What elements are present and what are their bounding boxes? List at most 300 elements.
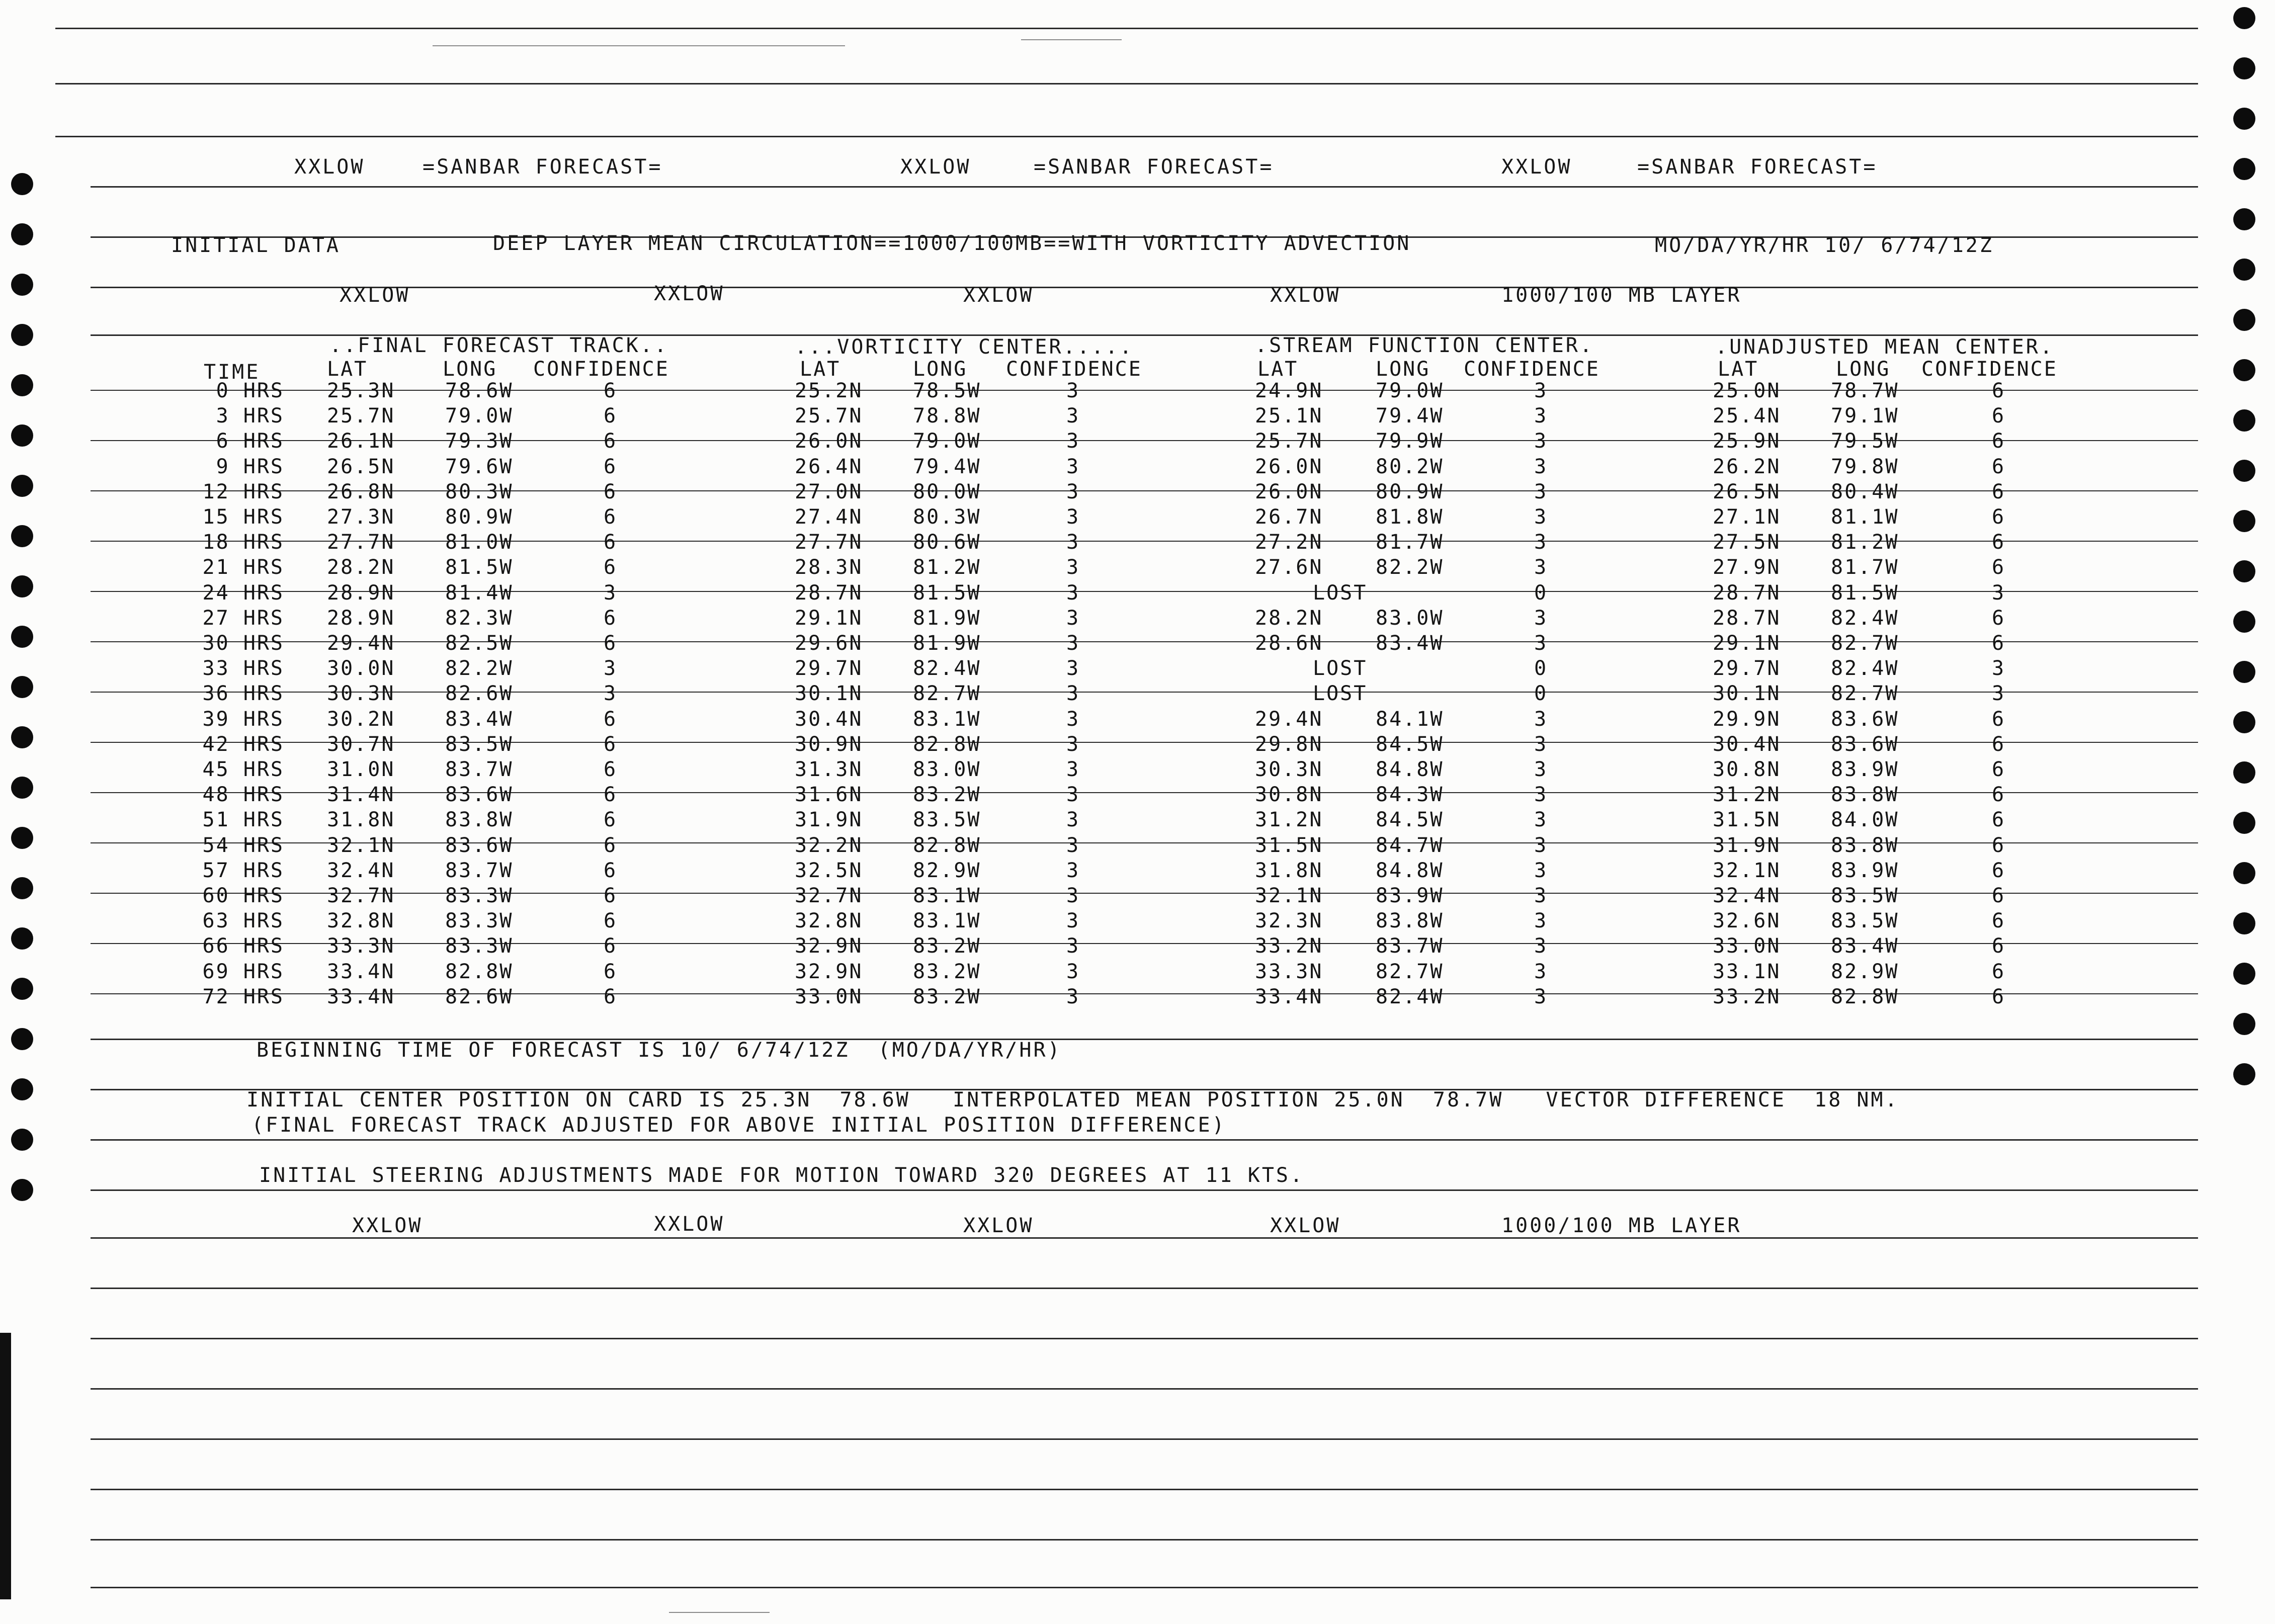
table-cell: 6: [604, 758, 618, 781]
table-cell: 26.2N: [1713, 455, 1781, 478]
table-cell: 26.0N: [1255, 455, 1323, 478]
table-cell: 6: [604, 909, 618, 933]
tractor-hole: [11, 374, 33, 396]
tractor-hole: [2233, 812, 2255, 834]
rule-line: [91, 1489, 2198, 1490]
table-cell: 79.0W: [913, 430, 981, 453]
table-cell: 84.5W: [1376, 732, 1444, 756]
row-time: 72 HRS: [202, 985, 284, 1008]
table-cell: 78.8W: [913, 404, 981, 428]
table-cell: 83.3W: [445, 884, 514, 907]
table-cell: 3: [1066, 657, 1080, 680]
table-cell: 79.0W: [1376, 379, 1444, 402]
table-cell: 3: [1066, 556, 1080, 579]
table-cell: 31.4N: [327, 783, 395, 807]
table-cell: 82.7W: [1831, 632, 1899, 655]
table-cell: 83.5W: [1831, 909, 1899, 933]
table-cell: 6: [604, 379, 618, 402]
tractor-hole: [2233, 208, 2255, 230]
table-cell: 28.3N: [795, 556, 863, 579]
table-cell: 3: [1534, 632, 1548, 655]
tractor-hole: [2233, 963, 2255, 985]
table-cell: 83.4W: [1831, 934, 1899, 958]
table-cell: 6: [604, 960, 618, 983]
table-cell: 83.0W: [1376, 606, 1444, 630]
print-speck: [669, 1612, 770, 1613]
table-cell: 6: [604, 884, 618, 907]
table-cell: 83.8W: [1831, 783, 1899, 807]
table-cell: 31.3N: [795, 758, 863, 781]
tractor-hole: [11, 676, 33, 698]
row-time: 33 HRS: [202, 657, 284, 680]
table-cell: 6: [1992, 783, 2006, 807]
banner-2-title: =SANBAR FORECAST=: [1034, 155, 1274, 179]
table-cell: 3: [1534, 758, 1548, 781]
rule-line: [55, 28, 2198, 29]
rule-line: [55, 136, 2198, 137]
table-cell: 83.2W: [913, 960, 981, 983]
table-cell: 30.9N: [795, 732, 863, 756]
table-cell: 33.4N: [327, 960, 395, 983]
deep-layer-title: DEEP LAYER MEAN CIRCULATION==1000/100MB==WITH VORTICITY ADVECTION: [493, 232, 1411, 255]
table-cell: 28.9N: [327, 606, 395, 630]
row-time: 63 HRS: [202, 909, 284, 933]
table-cell: 6: [604, 556, 618, 579]
table-cell: 6: [1992, 985, 2006, 1008]
print-speck: [433, 45, 845, 46]
initial-center-line: INITIAL CENTER POSITION ON CARD IS 25.3N 78.6W INTERPOLATED MEAN POSITION 25.0N 78.7W VECTOR DIFFERENCE 18 NM.: [246, 1088, 1899, 1112]
table-cell: 33.2N: [1713, 985, 1781, 1008]
row-time: 27 HRS: [202, 606, 284, 630]
table-cell: 82.7W: [913, 682, 981, 706]
xxlow-bottom-2: XXLOW: [654, 1213, 725, 1236]
table-cell: 25.7N: [795, 404, 863, 428]
row-time: 42 HRS: [202, 732, 284, 756]
tractor-hole: [11, 978, 33, 1000]
col-header-lat: LAT: [327, 358, 368, 381]
table-cell: 3: [1534, 505, 1548, 529]
table-cell: 83.1W: [913, 884, 981, 907]
tractor-hole: [11, 525, 33, 547]
table-cell: 3: [604, 682, 618, 706]
table-cell: 83.9W: [1831, 859, 1899, 882]
table-cell: 6: [604, 480, 618, 503]
table-cell: 84.5W: [1376, 808, 1444, 832]
table-cell: 6: [1992, 859, 2006, 882]
table-cell: 3: [1066, 758, 1080, 781]
row-time: 0 HRS: [216, 379, 284, 402]
beginning-time-line: BEGINNING TIME OF FORECAST IS 10/ 6/74/12Z (MO/DA/YR/HR): [257, 1039, 1062, 1062]
table-cell: 25.0N: [1713, 379, 1781, 402]
table-cell: 81.5W: [1831, 581, 1899, 605]
col-header-lat: LAT: [1257, 358, 1299, 381]
table-cell: 6: [604, 505, 618, 529]
table-cell: 27.3N: [327, 505, 395, 529]
table-cell: 30.1N: [795, 682, 863, 706]
tractor-hole: [11, 827, 33, 849]
table-cell: 83.9W: [1831, 758, 1899, 781]
table-cell: 33.1N: [1713, 960, 1781, 983]
tractor-hole: [2233, 158, 2255, 180]
table-cell: 82.4W: [1831, 606, 1899, 630]
table-cell: 83.2W: [913, 985, 981, 1008]
table-cell: 83.9W: [1376, 884, 1444, 907]
xxlow-bottom-4: XXLOW: [1270, 1214, 1341, 1237]
table-cell: 26.5N: [327, 455, 395, 478]
table-cell: 83.7W: [445, 859, 514, 882]
tractor-hole: [11, 173, 33, 195]
table-cell: 3: [1066, 985, 1080, 1008]
table-cell: 6: [604, 934, 618, 958]
table-cell: 3: [1534, 833, 1548, 857]
row-time: 45 HRS: [202, 758, 284, 781]
table-cell: 84.1W: [1376, 707, 1444, 731]
xxlow-top-2: XXLOW: [654, 282, 725, 305]
tractor-hole: [11, 1179, 33, 1201]
table-cell: 3: [604, 581, 618, 605]
table-cell: 3: [1066, 404, 1080, 428]
table-cell: 3: [1066, 455, 1080, 478]
table-cell: 29.6N: [795, 632, 863, 655]
table-cell: 84.0W: [1831, 808, 1899, 832]
table-cell: 3: [1066, 808, 1080, 832]
table-cell: 80.3W: [445, 480, 514, 503]
tractor-hole: [2233, 611, 2255, 633]
table-cell: 84.3W: [1376, 783, 1444, 807]
table-cell: 83.4W: [1376, 632, 1444, 655]
tractor-hole: [2233, 57, 2255, 79]
table-cell: 3: [1534, 884, 1548, 907]
table-cell: 84.8W: [1376, 859, 1444, 882]
table-cell: LOST: [1313, 581, 1368, 605]
table-cell: 3: [1066, 505, 1080, 529]
table-cell: 82.3W: [445, 606, 514, 630]
table-cell: 82.7W: [1831, 682, 1899, 706]
xxlow-top-3: XXLOW: [963, 284, 1034, 307]
table-cell: 83.3W: [445, 934, 514, 958]
table-cell: 32.5N: [795, 859, 863, 882]
table-cell: 3: [1066, 480, 1080, 503]
table-cell: 30.4N: [795, 707, 863, 731]
table-cell: 31.2N: [1713, 783, 1781, 807]
table-cell: 6: [604, 404, 618, 428]
tractor-hole: [11, 777, 33, 799]
table-cell: 25.2N: [795, 379, 863, 402]
table-cell: 29.8N: [1255, 732, 1323, 756]
col-header-long: LONG: [443, 358, 497, 381]
tractor-hole: [2233, 761, 2255, 784]
tractor-hole: [11, 1078, 33, 1100]
table-cell: 3: [1534, 455, 1548, 478]
tractor-hole: [11, 424, 33, 447]
print-speck: [1021, 39, 1122, 40]
xxlow-bottom-1: XXLOW: [352, 1214, 423, 1237]
rule-line: [91, 1587, 2198, 1588]
table-cell: 6: [1992, 934, 2006, 958]
table-cell: 29.4N: [1255, 707, 1323, 731]
banner-1-title: =SANBAR FORECAST=: [423, 155, 663, 179]
row-time: 15 HRS: [202, 505, 284, 529]
table-cell: 0: [1534, 682, 1548, 706]
table-cell: 83.6W: [1831, 707, 1899, 731]
table-cell: 78.6W: [445, 379, 514, 402]
table-cell: 6: [1992, 531, 2006, 554]
table-cell: 6: [604, 606, 618, 630]
table-cell: 80.2W: [1376, 455, 1444, 478]
table-cell: 80.9W: [445, 505, 514, 529]
table-cell: 3: [1066, 707, 1080, 731]
table-cell: 31.6N: [795, 783, 863, 807]
table-cell: 3: [1534, 379, 1548, 402]
col-header-long: LONG: [1376, 358, 1430, 381]
table-cell: 3: [1534, 985, 1548, 1008]
banner-3-title: =SANBAR FORECAST=: [1637, 155, 1878, 179]
tractor-hole: [2233, 510, 2255, 532]
table-cell: 26.4N: [795, 455, 863, 478]
rule-line: [91, 1139, 2198, 1141]
table-cell: 27.7N: [795, 531, 863, 554]
table-cell: 6: [1992, 404, 2006, 428]
table-cell: 83.1W: [913, 707, 981, 731]
table-cell: 83.8W: [1831, 833, 1899, 857]
tractor-hole: [2233, 862, 2255, 884]
table-cell: 3: [1534, 934, 1548, 958]
table-cell: 29.9N: [1713, 707, 1781, 731]
table-cell: 81.5W: [445, 556, 514, 579]
tractor-hole: [11, 877, 33, 899]
table-cell: 3: [1534, 732, 1548, 756]
table-cell: 30.8N: [1713, 758, 1781, 781]
table-cell: 3: [1066, 732, 1080, 756]
table-cell: 33.3N: [327, 934, 395, 958]
table-cell: 29.7N: [795, 657, 863, 680]
table-cell: 32.1N: [1255, 884, 1323, 907]
group-final-forecast-track: ..FINAL FORECAST TRACK..: [329, 334, 668, 357]
table-cell: 3: [1066, 934, 1080, 958]
table-cell: 81.5W: [913, 581, 981, 605]
table-cell: 6: [604, 732, 618, 756]
tractor-hole: [2233, 711, 2255, 733]
table-cell: 28.7N: [1713, 606, 1781, 630]
table-cell: 3: [1066, 531, 1080, 554]
table-cell: 81.4W: [445, 581, 514, 605]
col-header-long: LONG: [1836, 358, 1891, 381]
tractor-hole: [2233, 7, 2255, 29]
rule-line: [91, 186, 2198, 188]
col-header-confidence: CONFIDENCE: [1006, 358, 1142, 381]
table-cell: 84.8W: [1376, 758, 1444, 781]
col-header-confidence: CONFIDENCE: [1921, 358, 2058, 381]
table-cell: 79.5W: [1831, 430, 1899, 453]
table-cell: 83.7W: [445, 758, 514, 781]
table-cell: 83.2W: [913, 934, 981, 958]
table-cell: 3: [1534, 960, 1548, 983]
tractor-hole: [2233, 359, 2255, 381]
table-cell: 6: [604, 455, 618, 478]
table-cell: 33.4N: [1255, 985, 1323, 1008]
table-cell: 6: [1992, 909, 2006, 933]
table-cell: 83.5W: [913, 808, 981, 832]
table-cell: 28.2N: [327, 556, 395, 579]
banner-3-label: XXLOW: [1501, 155, 1572, 179]
layer-top: 1000/100 MB LAYER: [1501, 284, 1742, 307]
table-cell: 3: [1534, 556, 1548, 579]
table-cell: 31.5N: [1255, 833, 1323, 857]
table-cell: 81.9W: [913, 606, 981, 630]
row-time: 36 HRS: [202, 682, 284, 706]
table-cell: 83.5W: [445, 732, 514, 756]
xxlow-top-1: XXLOW: [340, 284, 410, 307]
table-cell: 6: [1992, 606, 2006, 630]
steering-line: INITIAL STEERING ADJUSTMENTS MADE FOR MOTION TOWARD 320 DEGREES AT 11 KTS.: [259, 1164, 1305, 1187]
table-cell: 3: [1534, 531, 1548, 554]
table-cell: 82.5W: [445, 632, 514, 655]
table-cell: 82.7W: [1376, 960, 1444, 983]
table-cell: 32.3N: [1255, 909, 1323, 933]
table-cell: 29.1N: [795, 606, 863, 630]
group-unadjusted-mean-center: .UNADJUSTED MEAN CENTER.: [1715, 335, 2054, 359]
table-cell: 6: [604, 859, 618, 882]
table-cell: 78.7W: [1831, 379, 1899, 402]
table-cell: 81.8W: [1376, 505, 1444, 529]
table-cell: 25.7N: [1255, 430, 1323, 453]
adjusted-note-line: (FINAL FORECAST TRACK ADJUSTED FOR ABOVE INITIAL POSITION DIFFERENCE): [251, 1114, 1226, 1137]
table-cell: 32.1N: [1713, 859, 1781, 882]
row-time: 60 HRS: [202, 884, 284, 907]
table-cell: 82.4W: [1831, 657, 1899, 680]
table-cell: 30.4N: [1713, 732, 1781, 756]
table-cell: 6: [1992, 480, 2006, 503]
tractor-hole: [2233, 560, 2255, 582]
col-header-long: LONG: [913, 358, 968, 381]
table-cell: 82.8W: [445, 960, 514, 983]
col-header-confidence: CONFIDENCE: [1464, 358, 1600, 381]
table-cell: 78.5W: [913, 379, 981, 402]
table-cell: 79.3W: [445, 430, 514, 453]
tractor-hole: [2233, 1063, 2255, 1085]
row-time: 66 HRS: [202, 934, 284, 958]
table-cell: 83.7W: [1376, 934, 1444, 958]
table-cell: 26.0N: [1255, 480, 1323, 503]
row-time: 30 HRS: [202, 632, 284, 655]
table-cell: 32.1N: [327, 833, 395, 857]
time-header: TIME: [204, 361, 261, 384]
rule-line: [91, 1438, 2198, 1440]
tractor-hole: [11, 1028, 33, 1050]
table-cell: 27.6N: [1255, 556, 1323, 579]
table-cell: 80.4W: [1831, 480, 1899, 503]
table-cell: 32.9N: [795, 960, 863, 983]
table-cell: 6: [1992, 884, 2006, 907]
table-cell: 6: [604, 531, 618, 554]
table-cell: 6: [1992, 430, 2006, 453]
table-cell: 81.9W: [913, 632, 981, 655]
table-cell: 6: [1992, 556, 2006, 579]
table-cell: 81.1W: [1831, 505, 1899, 529]
table-cell: 84.7W: [1376, 833, 1444, 857]
table-cell: 6: [1992, 758, 2006, 781]
table-cell: 28.9N: [327, 581, 395, 605]
torn-left-edge: [0, 1333, 11, 1599]
table-cell: 6: [604, 430, 618, 453]
table-cell: 82.8W: [1831, 985, 1899, 1008]
table-cell: 0: [1534, 581, 1548, 605]
table-cell: 83.8W: [1376, 909, 1444, 933]
table-cell: 32.4N: [1713, 884, 1781, 907]
table-cell: 29.7N: [1713, 657, 1781, 680]
table-cell: 3: [1534, 480, 1548, 503]
xxlow-top-4: XXLOW: [1270, 284, 1341, 307]
tractor-hole: [11, 726, 33, 748]
layer-bottom: 1000/100 MB LAYER: [1501, 1214, 1742, 1237]
row-time: 57 HRS: [202, 859, 284, 882]
table-cell: 3: [1066, 606, 1080, 630]
table-cell: 82.4W: [913, 657, 981, 680]
table-cell: 25.3N: [327, 379, 395, 402]
table-cell: 3: [1066, 379, 1080, 402]
row-time: 69 HRS: [202, 960, 284, 983]
table-cell: 28.6N: [1255, 632, 1323, 655]
banner-1-label: XXLOW: [294, 155, 365, 179]
table-cell: 83.1W: [913, 909, 981, 933]
tractor-hole: [11, 274, 33, 296]
row-time: 54 HRS: [202, 833, 284, 857]
table-cell: 3: [1066, 859, 1080, 882]
table-cell: 26.5N: [1713, 480, 1781, 503]
tractor-hole: [2233, 108, 2255, 130]
row-time: 21 HRS: [202, 556, 284, 579]
tractor-hole: [11, 324, 33, 346]
table-cell: 81.0W: [445, 531, 514, 554]
table-cell: 79.6W: [445, 455, 514, 478]
tractor-hole: [2233, 409, 2255, 432]
table-cell: 26.1N: [327, 430, 395, 453]
table-cell: 25.7N: [327, 404, 395, 428]
tractor-hole: [11, 1129, 33, 1151]
table-cell: 25.4N: [1713, 404, 1781, 428]
table-cell: 26.7N: [1255, 505, 1323, 529]
table-cell: 27.0N: [795, 480, 863, 503]
tractor-hole: [11, 626, 33, 648]
rule-line: [91, 1539, 2198, 1541]
table-cell: 83.8W: [445, 808, 514, 832]
table-cell: 6: [1992, 455, 2006, 478]
tractor-hole: [2233, 259, 2255, 281]
xxlow-bottom-3: XXLOW: [963, 1214, 1034, 1237]
table-cell: 3: [1992, 581, 2006, 605]
tractor-hole: [2233, 460, 2255, 482]
table-cell: LOST: [1313, 682, 1368, 706]
table-cell: 0: [1534, 657, 1548, 680]
table-cell: 33.0N: [795, 985, 863, 1008]
table-cell: 3: [1066, 430, 1080, 453]
table-cell: 28.7N: [795, 581, 863, 605]
row-time: 9 HRS: [216, 455, 284, 478]
row-time: 48 HRS: [202, 783, 284, 807]
table-cell: 3: [1534, 909, 1548, 933]
table-cell: 6: [604, 985, 618, 1008]
table-cell: 79.0W: [445, 404, 514, 428]
table-cell: 26.8N: [327, 480, 395, 503]
rule-line: [91, 1338, 2198, 1339]
table-cell: 80.6W: [913, 531, 981, 554]
table-cell: 31.8N: [327, 808, 395, 832]
table-cell: 31.5N: [1713, 808, 1781, 832]
table-cell: 30.0N: [327, 657, 395, 680]
col-header-lat: LAT: [1718, 358, 1759, 381]
date-stamp: MO/DA/YR/HR 10/ 6/74/12Z: [1655, 234, 1994, 257]
table-cell: 3: [1992, 682, 2006, 706]
